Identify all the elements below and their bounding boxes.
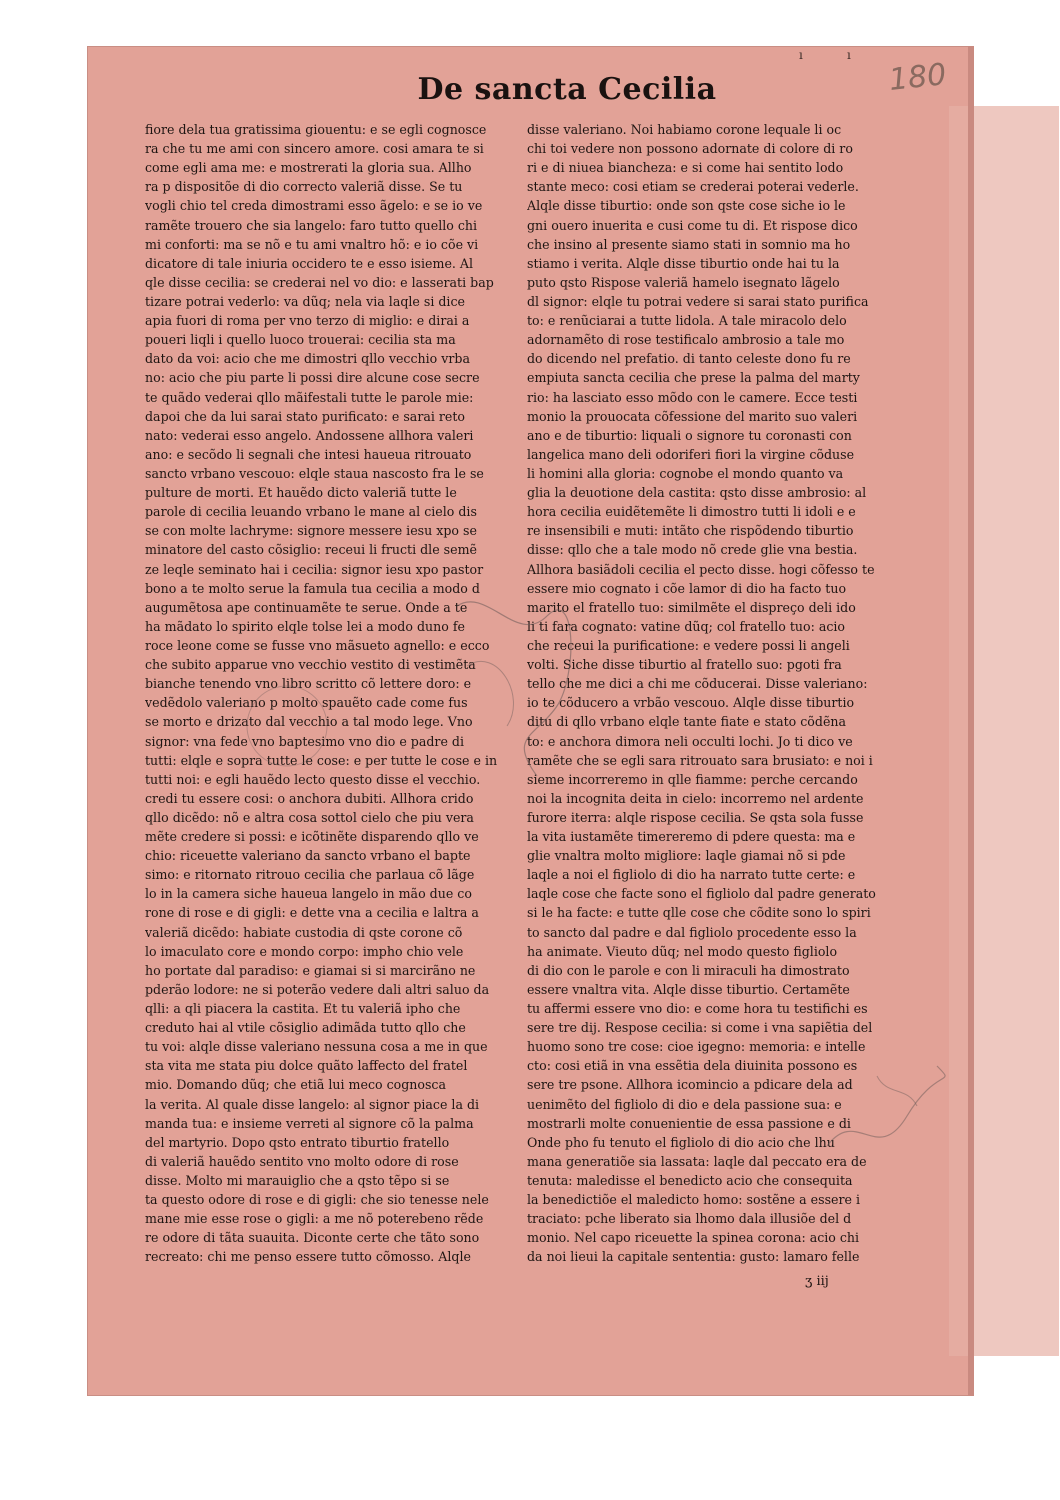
text-line: dl signor: elqle tu potrai vedere si sarai stato purifica xyxy=(527,293,869,309)
margin-mark: ı xyxy=(799,48,803,62)
discolored-margin xyxy=(949,106,1059,1356)
text-line: tutti noi: e egli hauẽdo lecto questo disse el vecchio. xyxy=(145,771,481,787)
text-line: mio. Domando dũq; che etiã lui meco cognosca xyxy=(145,1077,446,1093)
text-line: Alqle disse tiburtio: onde son qste cose siche io le xyxy=(527,198,846,214)
text-line: to: e renũciarai a tutte lidola. A tale miracolo delo xyxy=(527,313,847,329)
text-line: ha mãdato lo spirito elqle tolse lei a modo duno fe xyxy=(145,618,465,634)
text-line: noi la incognita deita in cielo: incorremo nel ardente xyxy=(527,790,864,806)
text-line: marito el fratello tuo: similmẽte el dispreço deli ido xyxy=(527,599,856,615)
text-line: come egli ama me: e mostrerati la gloria sua. Allho xyxy=(145,160,472,176)
document-page xyxy=(87,46,974,1396)
text-line: huomo sono tre cose: cioe igegno: memoria: e intelle xyxy=(527,1039,866,1055)
text-line: pulture de morti. Et hauẽdo dicto valeriã tutte le xyxy=(145,485,457,501)
text-line: di dio con le parole e con li miraculi ha dimostrato xyxy=(527,962,850,978)
text-line: augumẽtosa ape continuamẽte te serue. Onde a te xyxy=(145,599,468,615)
text-line: no: acio che piu parte li possi dire alcune cose secre xyxy=(145,370,480,386)
text-line: tenuta: maledisse el benedicto acio che consequita xyxy=(527,1173,853,1189)
text-line: che insino al presente siamo stati in somnio ma ho xyxy=(527,236,851,252)
text-line: puto qsto Rispose valeriã hamelo isegnato lãgelo xyxy=(527,274,840,290)
text-line: ta questo odore di rose e di gigli: che sio tenesse nele xyxy=(145,1192,489,1208)
text-line: stante meco: cosi etiam se crederai poterai vederle. xyxy=(527,179,859,195)
text-line: ano e de tiburtio: liquali o signore tu coronasti con xyxy=(527,427,852,443)
text-line: ri e di niuea biancheza: e si come hai sentito lodo xyxy=(527,160,844,176)
text-line: tizare potrai vederlo: va dũq; nela via laqle si dice xyxy=(145,293,465,309)
text-line: li ti fara cognato: vatine dũq; col fratello tuo: acio xyxy=(527,618,845,634)
text-line: rio: ha lasciato esso mõdo con le camere. Ecce testi xyxy=(527,389,858,405)
text-line: qle disse cecilia: se crederai nel vo dio: e lasserati bap xyxy=(145,274,494,290)
text-line: creduto hai al vtile cõsiglio adimãda tutto qllo che xyxy=(145,1020,466,1036)
text-line: laqle cose che facte sono el figliolo dal padre generato xyxy=(527,886,876,902)
text-line: te quãdo vederai qllo mãifestali tutte le parole mie: xyxy=(145,389,474,405)
text-line: pderão lodore: ne si poterão vedere dali altri saluo da xyxy=(145,981,490,997)
text-line: mane mie esse rose o gigli: a me nõ poterebeno rẽde xyxy=(145,1211,484,1227)
text-line: nato: vederai esso angelo. Andossene allhora valeri xyxy=(145,427,474,443)
text-line: sta vita me stata piu dolce quãto laffecto del fratel xyxy=(145,1058,468,1074)
text-line: hora cecilia euidẽtemẽte li dimostro tutti li idoli e e xyxy=(527,504,856,520)
text-line: se con molte lachryme: signore messere iesu xpo se xyxy=(145,523,477,539)
text-line: minatore del casto cõsiglio: receui li fructi dle semẽ xyxy=(145,542,477,558)
text-line: poueri liqli i quello luoco trouerai: cecilia sta ma xyxy=(145,332,456,348)
text-line: furore iterra: alqle rispose cecilia. Se qsta sola fusse xyxy=(527,809,864,825)
text-line: langelica mano deli odoriferi fiori la virgine cõduse xyxy=(527,446,855,462)
text-line: si le ha facte: e tutte qlle cose che cõdite sono lo spiri xyxy=(527,905,871,921)
text-line: chio: riceuette valeriano da sancto vrbano el bapte xyxy=(145,848,471,864)
text-line: to: e anchora dimora neli occulti lochi. Jo ti dico ve xyxy=(527,733,853,749)
text-line: dato da voi: acio che me dimostri qllo vecchio vrba xyxy=(145,351,470,367)
text-line: roce leone come se fusse vno mãsueto agnello: e ecco xyxy=(145,637,490,653)
text-line: del martyrio. Dopo qsto entrato tiburtio fratello xyxy=(145,1134,450,1150)
text-line: disse. Molto mi marauiglio che a qsto tẽpo si se xyxy=(145,1173,450,1189)
text-line: essere vnaltra vita. Alqle disse tiburtio. Certamẽte xyxy=(527,981,850,997)
text-line: mẽte credere si possi: e icõtinẽte disparendo qllo ve xyxy=(145,829,479,845)
text-line: vogli chio tel creda dimostrami esso ãgelo: e se io ve xyxy=(145,198,483,214)
text-line: da noi lieui la capitale sententia: gusto: lamaro felle xyxy=(527,1249,860,1265)
text-line: manda tua: e insieme verreti al signore cõ la palma xyxy=(145,1115,474,1131)
text-line: ditu di qllo vrbano elqle tante fiate e stato cõdẽna xyxy=(527,714,847,730)
text-line: volti. Siche disse tiburtio al fratello suo: pgoti fra xyxy=(527,657,842,673)
text-line: gni ouero inuerita e cusi come tu di. Et rispose dico xyxy=(527,217,858,233)
right-column xyxy=(527,120,882,1267)
text-line: tutti: elqle e sopra tutte le cose: e per tutte le cose e in xyxy=(145,752,498,768)
text-line: valeriã dicẽdo: habiate custodia di qste corone cõ xyxy=(145,924,463,940)
text-line: re insensibili e muti: intãto che rispõdendo tiburtio xyxy=(527,523,854,539)
text-line: ano: e secõdo li segnali che intesi haueua ritrouato xyxy=(145,446,472,462)
text-line: sere tre dij. Respose cecilia: si come i vna sapiẽtia del xyxy=(527,1020,873,1036)
text-line: to sancto dal padre e dal figliolo procedente esso la xyxy=(527,924,857,940)
text-line: glie vnaltra molto migliore: laqle giamai nõ si pde xyxy=(527,848,846,864)
text-line: chi toi vedere non possono adornate di colore di ro xyxy=(527,141,853,157)
text-line: ho portate dal paradiso: e giamai si si marcirãno ne xyxy=(145,962,476,978)
text-line: credi tu essere cosi: o anchora dubiti. Allhora crido xyxy=(145,790,474,806)
text-line: qllo dicẽdo: nõ e altra cosa sottol cielo che piu vera xyxy=(145,809,474,825)
text-line: parole di cecilia leuando vrbano le mane al cielo dis xyxy=(145,504,477,520)
text-line: la benedictiõe el maledicto homo: sostẽne a essere i xyxy=(527,1192,860,1208)
text-line: sancto vrbano vescouo: elqle staua nascosto fra le se xyxy=(145,465,484,481)
text-line: adornamẽto di rose testificalo ambrosio a tale mo xyxy=(527,332,845,348)
text-line: tu voi: alqle disse valeriano nessuna cosa a me in que xyxy=(145,1039,488,1055)
text-line: ze leqle seminato hai i cecilia: signor iesu xpo pastor xyxy=(145,561,484,577)
text-line: essere mio cognato i cõe lamor di dio ha facto tuo xyxy=(527,580,847,596)
text-line: dicatore di tale iniuria occidero te e esso isieme. Al xyxy=(145,255,474,271)
text-line: traciato: pche liberato sia lhomo dala illusiõe del d xyxy=(527,1211,852,1227)
text-line: cto: cosi etiã in vna essẽtia dela diuinita possono es xyxy=(527,1058,858,1074)
text-line: glia la deuotione dela castita: qsto disse ambrosio: al xyxy=(527,485,867,501)
text-line: di valeriã hauẽdo sentito vno molto odore di rose xyxy=(145,1153,459,1169)
page-title: De sancta Cecilia xyxy=(417,72,717,107)
text-line: Onde pho fu tenuto el figliolo di dio acio che lhu xyxy=(527,1134,835,1150)
text-line: qlli: a qli piacera la castita. Et tu valeriã ipho che xyxy=(145,1001,461,1017)
text-line: do dicendo nel prefatio. di tanto celeste dono fu re xyxy=(527,351,851,367)
signature-mark: ʒ iij xyxy=(805,1274,829,1289)
text-line: tello che me dici a chi me cõducerai. Disse valeriano: xyxy=(527,676,868,692)
margin-mark: ı xyxy=(847,48,851,62)
text-line: che receui la purificatione: e vedere possi li angeli xyxy=(527,637,850,653)
text-line: io te cõducero a vrbão vescouo. Alqle disse tiburtio xyxy=(527,695,855,711)
text-line: ra che tu me ami con sincero amore. cosi amara te si xyxy=(145,141,484,157)
text-line: rone di rose e di gigli: e dette vna a cecilia e laltra a xyxy=(145,905,479,921)
text-line: se morto e drizato dal vecchio a tal modo lege. Vno xyxy=(145,714,473,730)
text-line: la verita. Al quale disse langelo: al signor piace la di xyxy=(145,1096,480,1112)
text-line: lo imaculato core e mondo corpo: impho chio vele xyxy=(145,943,464,959)
text-line: la vita iustamẽte timereremo di pdere questa: ma e xyxy=(527,829,856,845)
text-line: che subito apparue vno vecchio vestito di vestimẽta xyxy=(145,657,476,673)
text-line: ra p dispositõe di dio correcto valeriã disse. Se tu xyxy=(145,179,463,195)
text-line: vedẽdolo valeriano p molto spauẽto cade come fus xyxy=(145,695,468,711)
text-line: sieme incorreremo in qlle fiamme: perche cercando xyxy=(527,771,858,787)
text-line: tu affermi essere vno dio: e come hora tu testifichi es xyxy=(527,1001,868,1017)
text-line: mi conforti: ma se nõ e tu ami vnaltro hõ: e io cõe vi xyxy=(145,236,479,252)
text-line: simo: e ritornato ritrouo cecilia che parlaua cõ lãge xyxy=(145,867,475,883)
text-line: apia fuori di roma per vno terzo di miglio: e dirai a xyxy=(145,313,470,329)
text-line: Allhora basiãdoli cecilia el pecto disse. hogi cõfesso te xyxy=(527,561,875,577)
text-line: ramẽte trouero che sia langelo: faro tutto quello chi xyxy=(145,217,478,233)
text-line: dapoi che da lui sarai stato purificato: e sarai reto xyxy=(145,408,465,424)
text-line: disse valeriano. Noi habiamo corone lequale li oc xyxy=(527,122,842,137)
text-line: disse: qllo che a tale modo nõ crede glie vna bestia. xyxy=(527,542,858,558)
text-line: uenimẽto del figliolo di dio e dela passione sua: e xyxy=(527,1096,842,1112)
handwritten-folio-number: 180 xyxy=(887,57,948,98)
text-line: lo in la camera siche haueua langelo in mão due co xyxy=(145,886,472,902)
text-line: bono a te molto serue la famula tua cecilia a modo d xyxy=(145,580,480,596)
text-line: empiuta sancta cecilia che prese la palma del marty xyxy=(527,370,860,386)
text-line: li homini alla gloria: cognobe el mondo quanto va xyxy=(527,465,844,481)
text-line: monio la prouocata cõfessione del marito suo valeri xyxy=(527,408,858,424)
text-line: stiamo i verita. Alqle disse tiburtio onde hai tu la xyxy=(527,255,840,271)
text-line: mostrarli molte conuenientie de essa passione e di xyxy=(527,1115,851,1131)
left-column xyxy=(145,120,500,1267)
text-line: signor: vna fede vno baptesimo vno dio e padre di xyxy=(145,733,464,749)
text-line: mana generatiõe sia lassata: laqle dal peccato era de xyxy=(527,1153,867,1169)
page-edge xyxy=(968,46,974,1396)
text-line: laqle a noi el figliolo di dio ha narrato tutte certe: e xyxy=(527,867,856,883)
text-line: bianche tenendo vno libro scritto cõ lettere doro: e xyxy=(145,676,472,692)
text-line: ha animate. Vieuto dũq; nel modo questo figliolo xyxy=(527,943,838,959)
text-line: re odore di tãta suauita. Diconte certe che tãto sono xyxy=(145,1230,480,1246)
text-line: monio. Nel capo riceuette la spinea corona: acio chi xyxy=(527,1230,860,1246)
text-line: recreato: chi me penso essere tutto cõmosso. Alqle xyxy=(145,1249,471,1265)
text-line: sere tre psone. Allhora icomincio a pdicare dela ad xyxy=(527,1077,853,1093)
text-line: fiore dela tua gratissima giouentu: e se egli cognosce xyxy=(145,122,487,137)
text-line: ramẽte che se egli sara ritrouato sara brusiato: e noi i xyxy=(527,752,873,768)
